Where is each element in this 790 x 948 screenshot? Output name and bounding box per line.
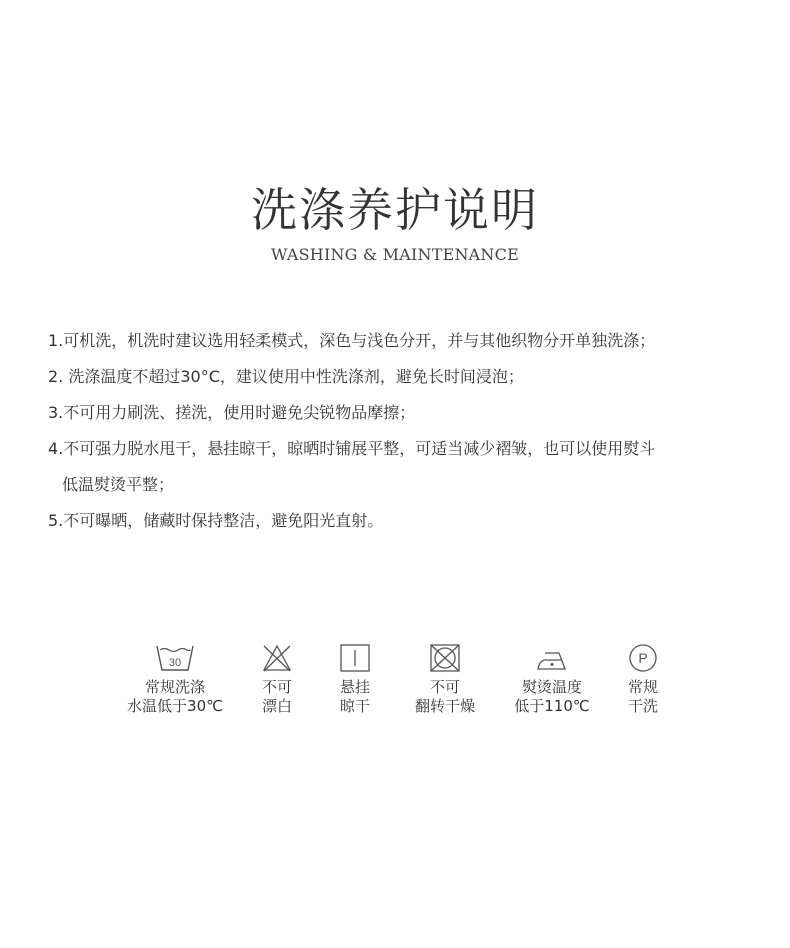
care-icon-label: 悬挂 晾干 [339,678,370,715]
care-instructions-list [48,323,748,539]
care-icon-item [385,642,505,716]
instruction-item: 1.可机洗，机洗时建议选用轻柔模式，深色与浅色分开，并与其他织物分开单独洗涤； [48,331,656,350]
care-icon-label: 常规洗涤 水温低于30℃ [127,678,223,715]
wash-30-icon [155,643,195,673]
care-icon-label: 不可 漂白 [261,678,292,715]
line-dry-icon [339,643,371,673]
instruction-item: 3.不可用力刷洗、搓洗，使用时避免尖锐物品摩擦； [48,403,416,422]
care-icon-label: 熨烫温度 低于110℃ [514,678,590,715]
care-icon-item [583,642,703,716]
svg-text:P: P [638,650,648,666]
instruction-item: 2. 洗涤温度不超过30°C，建议使用中性洗涤剂，避免长时间浸泡； [48,367,524,386]
dry-clean-p-icon [628,643,658,673]
instruction-item-continuation: 低温熨烫平整； [62,475,175,494]
page-subtitle: WASHING & MAINTENANCE [271,245,519,264]
svg-text:30: 30 [168,657,182,669]
care-icon-label: 常规 干洗 [627,678,658,715]
no-tumble-dry-icon [429,643,461,673]
no-bleach-icon [261,643,293,673]
page-title: 洗涤养护说明 [251,183,539,237]
care-icon-label: 不可 翻转干燥 [414,678,475,715]
instruction-item: 5.不可曝晒，储藏时保持整洁，避免阳光直射。 [48,511,384,530]
instruction-item: 4.不可强力脱水甩干，悬挂晾干，晾晒时铺展平整，可适当减少褶皱，也可以使用熨斗 [48,439,656,458]
iron-low-icon [535,643,569,673]
